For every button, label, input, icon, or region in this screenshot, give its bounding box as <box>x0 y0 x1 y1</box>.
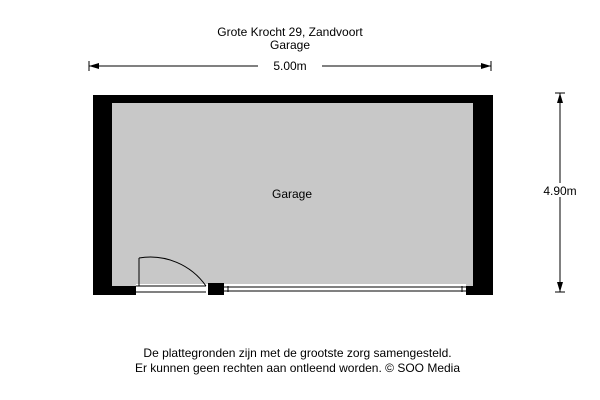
address-title: Grote Krocht 29, Zandvoort <box>217 25 363 39</box>
width-dimension <box>89 58 491 73</box>
disclaimer-line-2: Er kunnen geen rechten aan ontleend worden. © SOO Media <box>134 361 461 375</box>
floor-title: Garage <box>269 38 311 52</box>
room-label: Garage <box>271 187 313 201</box>
depth-dimension <box>533 93 589 292</box>
wall-pillar <box>208 283 224 295</box>
width-label: 5.00m <box>273 59 307 73</box>
depth-label: 4.90m <box>543 184 577 198</box>
garage-door-opening <box>224 284 466 295</box>
disclaimer-line-1: De plattegronden zijn met de grootste zorg samengesteld. <box>143 346 452 360</box>
